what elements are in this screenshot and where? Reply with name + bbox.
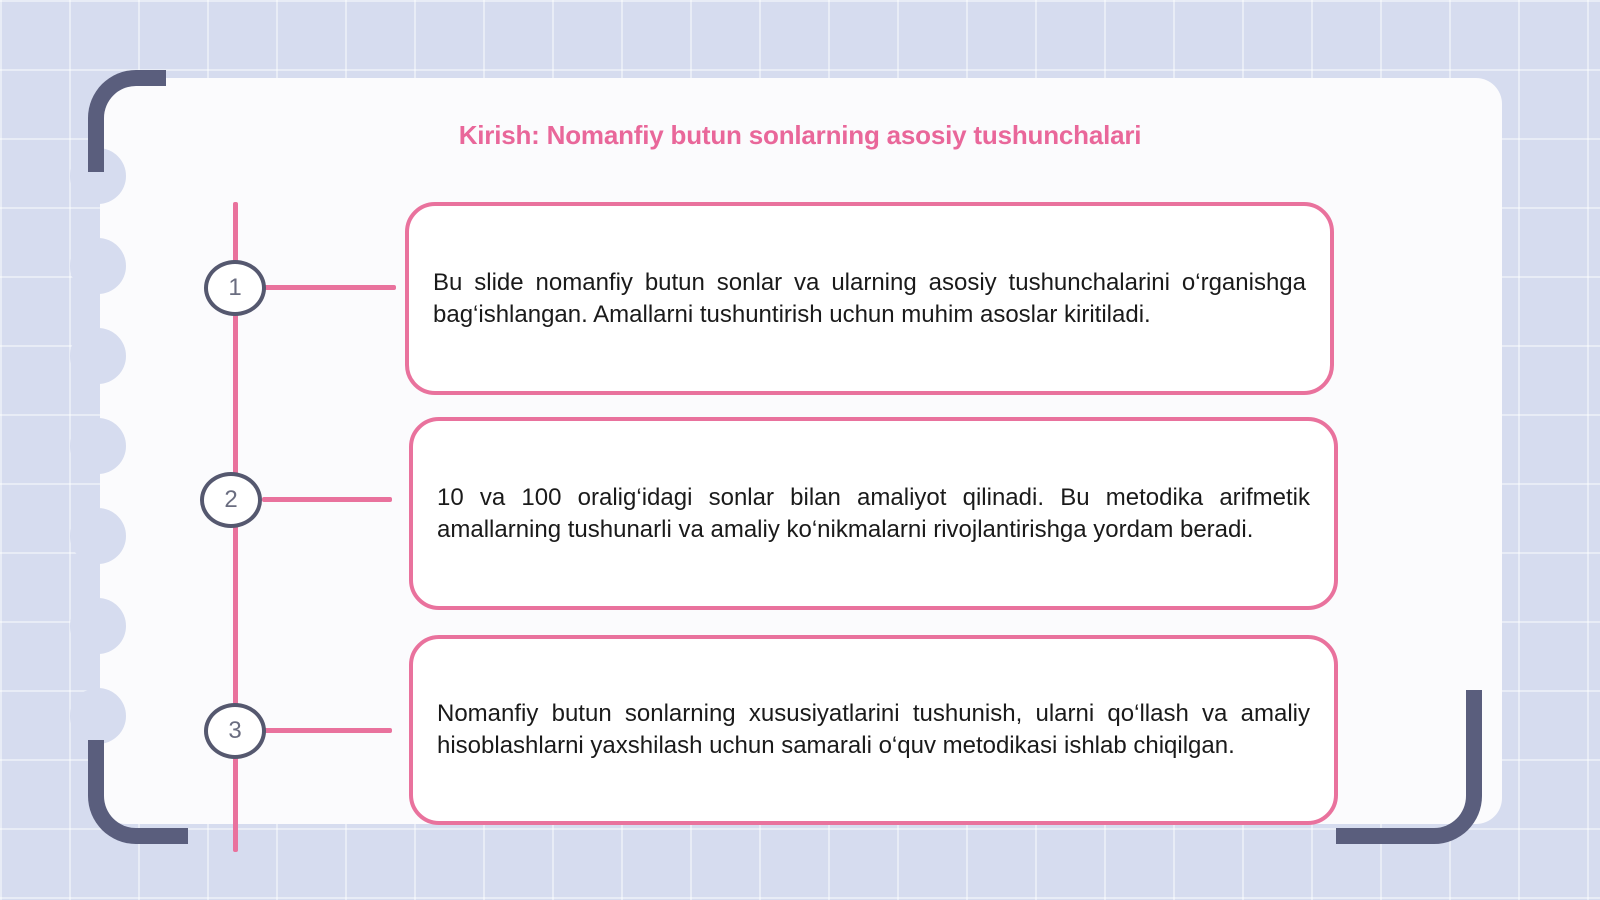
step-number-3: 3 [204, 703, 266, 759]
step-number-1: 1 [204, 260, 266, 316]
step-text-2: 10 va 100 oralig‘idagi sonlar bilan amaliyot qilinadi. Bu metodika arifmetik amallarning tushunarli va amaliy ko‘nikmalarni rivojlantirishga yordam beradi. [437, 483, 1310, 543]
card-edge-notch [70, 418, 126, 474]
slide-title: Kirish: Nomanfiy butun sonlarning asosiy tushunchalari [458, 120, 1142, 150]
step-text-1: Bu slide nomanfiy butun sonlar va ularning asosiy tushunchalarini o‘rganishga bag‘ishlangan. Amallarni tushuntirish uchun muhim asoslar kiritiladi. [433, 268, 1306, 328]
card-edge-notch [70, 598, 126, 654]
card-edge-notch [70, 688, 126, 744]
corner-bracket-bottom-left [88, 740, 188, 844]
timeline-connector [264, 285, 396, 290]
timeline-connector [262, 497, 392, 502]
step-number-2: 2 [200, 472, 262, 528]
step-box-1 [405, 202, 1334, 395]
timeline-connector [264, 728, 392, 733]
card-edge-notch [70, 508, 126, 564]
step-text-3: Nomanfiy butun sonlarning xususiyatlarini tushunish, ularni qo‘llash va amaliy hisoblashlarni yaxshilash uchun samarali o‘quv metodikasi ishlab chiqilgan. [437, 700, 1310, 759]
card-edge-notch [70, 238, 126, 294]
card-edge-notch [70, 328, 126, 384]
step-box-3 [409, 635, 1338, 825]
corner-bracket-bottom-right [1336, 690, 1482, 844]
step-box-2 [409, 417, 1338, 610]
